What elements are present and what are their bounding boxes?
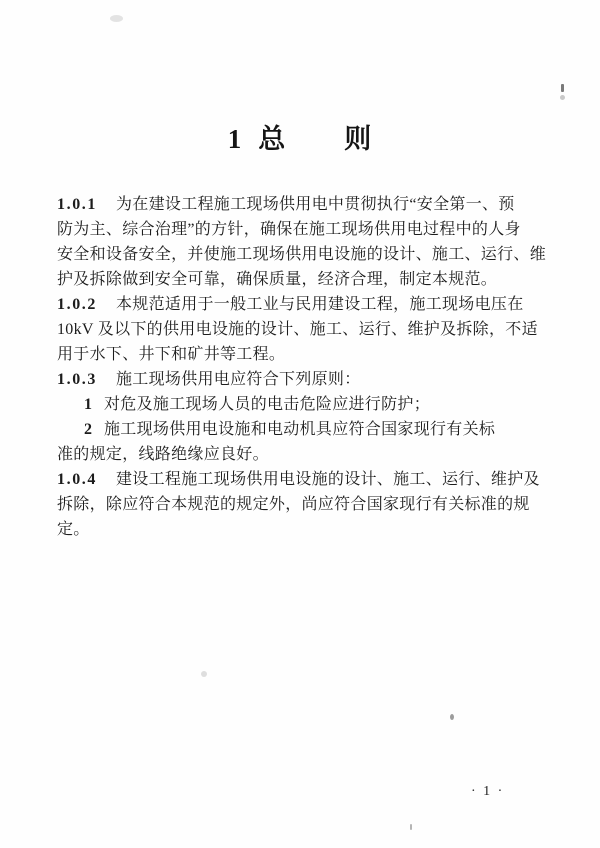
- clause-number: 1.0.1: [57, 196, 97, 213]
- line-text: 10kV 及以下的供用电设施的设计、施工、运行、维护及拆除，不适: [57, 321, 538, 338]
- item-number: 1: [84, 396, 92, 413]
- scan-artifact: [110, 15, 123, 22]
- document-body: [57, 192, 549, 542]
- list-item-line: [57, 417, 549, 442]
- text-line: [57, 342, 549, 367]
- scan-artifact: [201, 671, 207, 677]
- line-text: 用于水下、井下和矿井等工程。: [57, 346, 286, 363]
- chapter-title-word-1: 总: [258, 124, 287, 154]
- item-number: 2: [84, 421, 92, 438]
- line-text: 本规范适用于一般工业与民用建设工程，施工现场电压在: [116, 296, 524, 313]
- scan-artifact: [561, 84, 564, 92]
- text-line: [57, 367, 549, 392]
- text-line: [57, 292, 549, 317]
- text-line: [57, 467, 549, 492]
- text-line: [57, 492, 549, 517]
- clause-number: 1.0.3: [57, 371, 97, 388]
- text-line: [57, 517, 549, 542]
- list-item-line: [57, 392, 549, 417]
- text-line: [57, 267, 549, 292]
- line-text: 防为主、综合治理”的方针，确保在施工现场供用电过程中的人身: [57, 221, 521, 238]
- line-text: 准的规定，线路绝缘应良好。: [57, 446, 269, 463]
- chapter-title: [0, 117, 600, 156]
- line-text: 对危及施工现场人员的电击危险应进行防护；: [104, 396, 431, 413]
- text-line: [57, 217, 549, 242]
- text-line: [57, 242, 549, 267]
- line-text: 建设工程施工现场供用电设施的设计、施工、运行、维护及: [116, 471, 540, 488]
- line-text: 为在建设工程施工现场供用电中贯彻执行“安全第一、预: [116, 196, 515, 213]
- clause-number: 1.0.2: [57, 296, 97, 313]
- line-text: 定。: [57, 521, 90, 538]
- clause-number: 1.0.4: [57, 471, 97, 488]
- page-number: · 1 ·: [471, 784, 505, 799]
- scan-artifact: [450, 714, 454, 720]
- scan-artifact: [560, 95, 565, 100]
- text-line: [57, 192, 549, 217]
- line-text: 施工现场供用电设施和电动机具应符合国家现行有关标: [104, 421, 496, 438]
- line-text: 安全和设备安全，并使施工现场供用电设施的设计、施工、运行、维: [57, 246, 547, 263]
- scan-artifact: [410, 824, 412, 830]
- line-text: 护及拆除做到安全可靠，确保质量，经济合理，制定本规范。: [57, 271, 498, 288]
- text-line: [57, 442, 549, 467]
- chapter-number: 1: [227, 124, 243, 154]
- text-line: [57, 317, 549, 342]
- line-text: 拆除，除应符合本规范的规定外，尚应符合国家现行有关标准的规: [57, 496, 530, 513]
- line-text: 施工现场供用电应符合下列原则：: [116, 371, 361, 388]
- chapter-title-word-2: 则: [344, 124, 373, 154]
